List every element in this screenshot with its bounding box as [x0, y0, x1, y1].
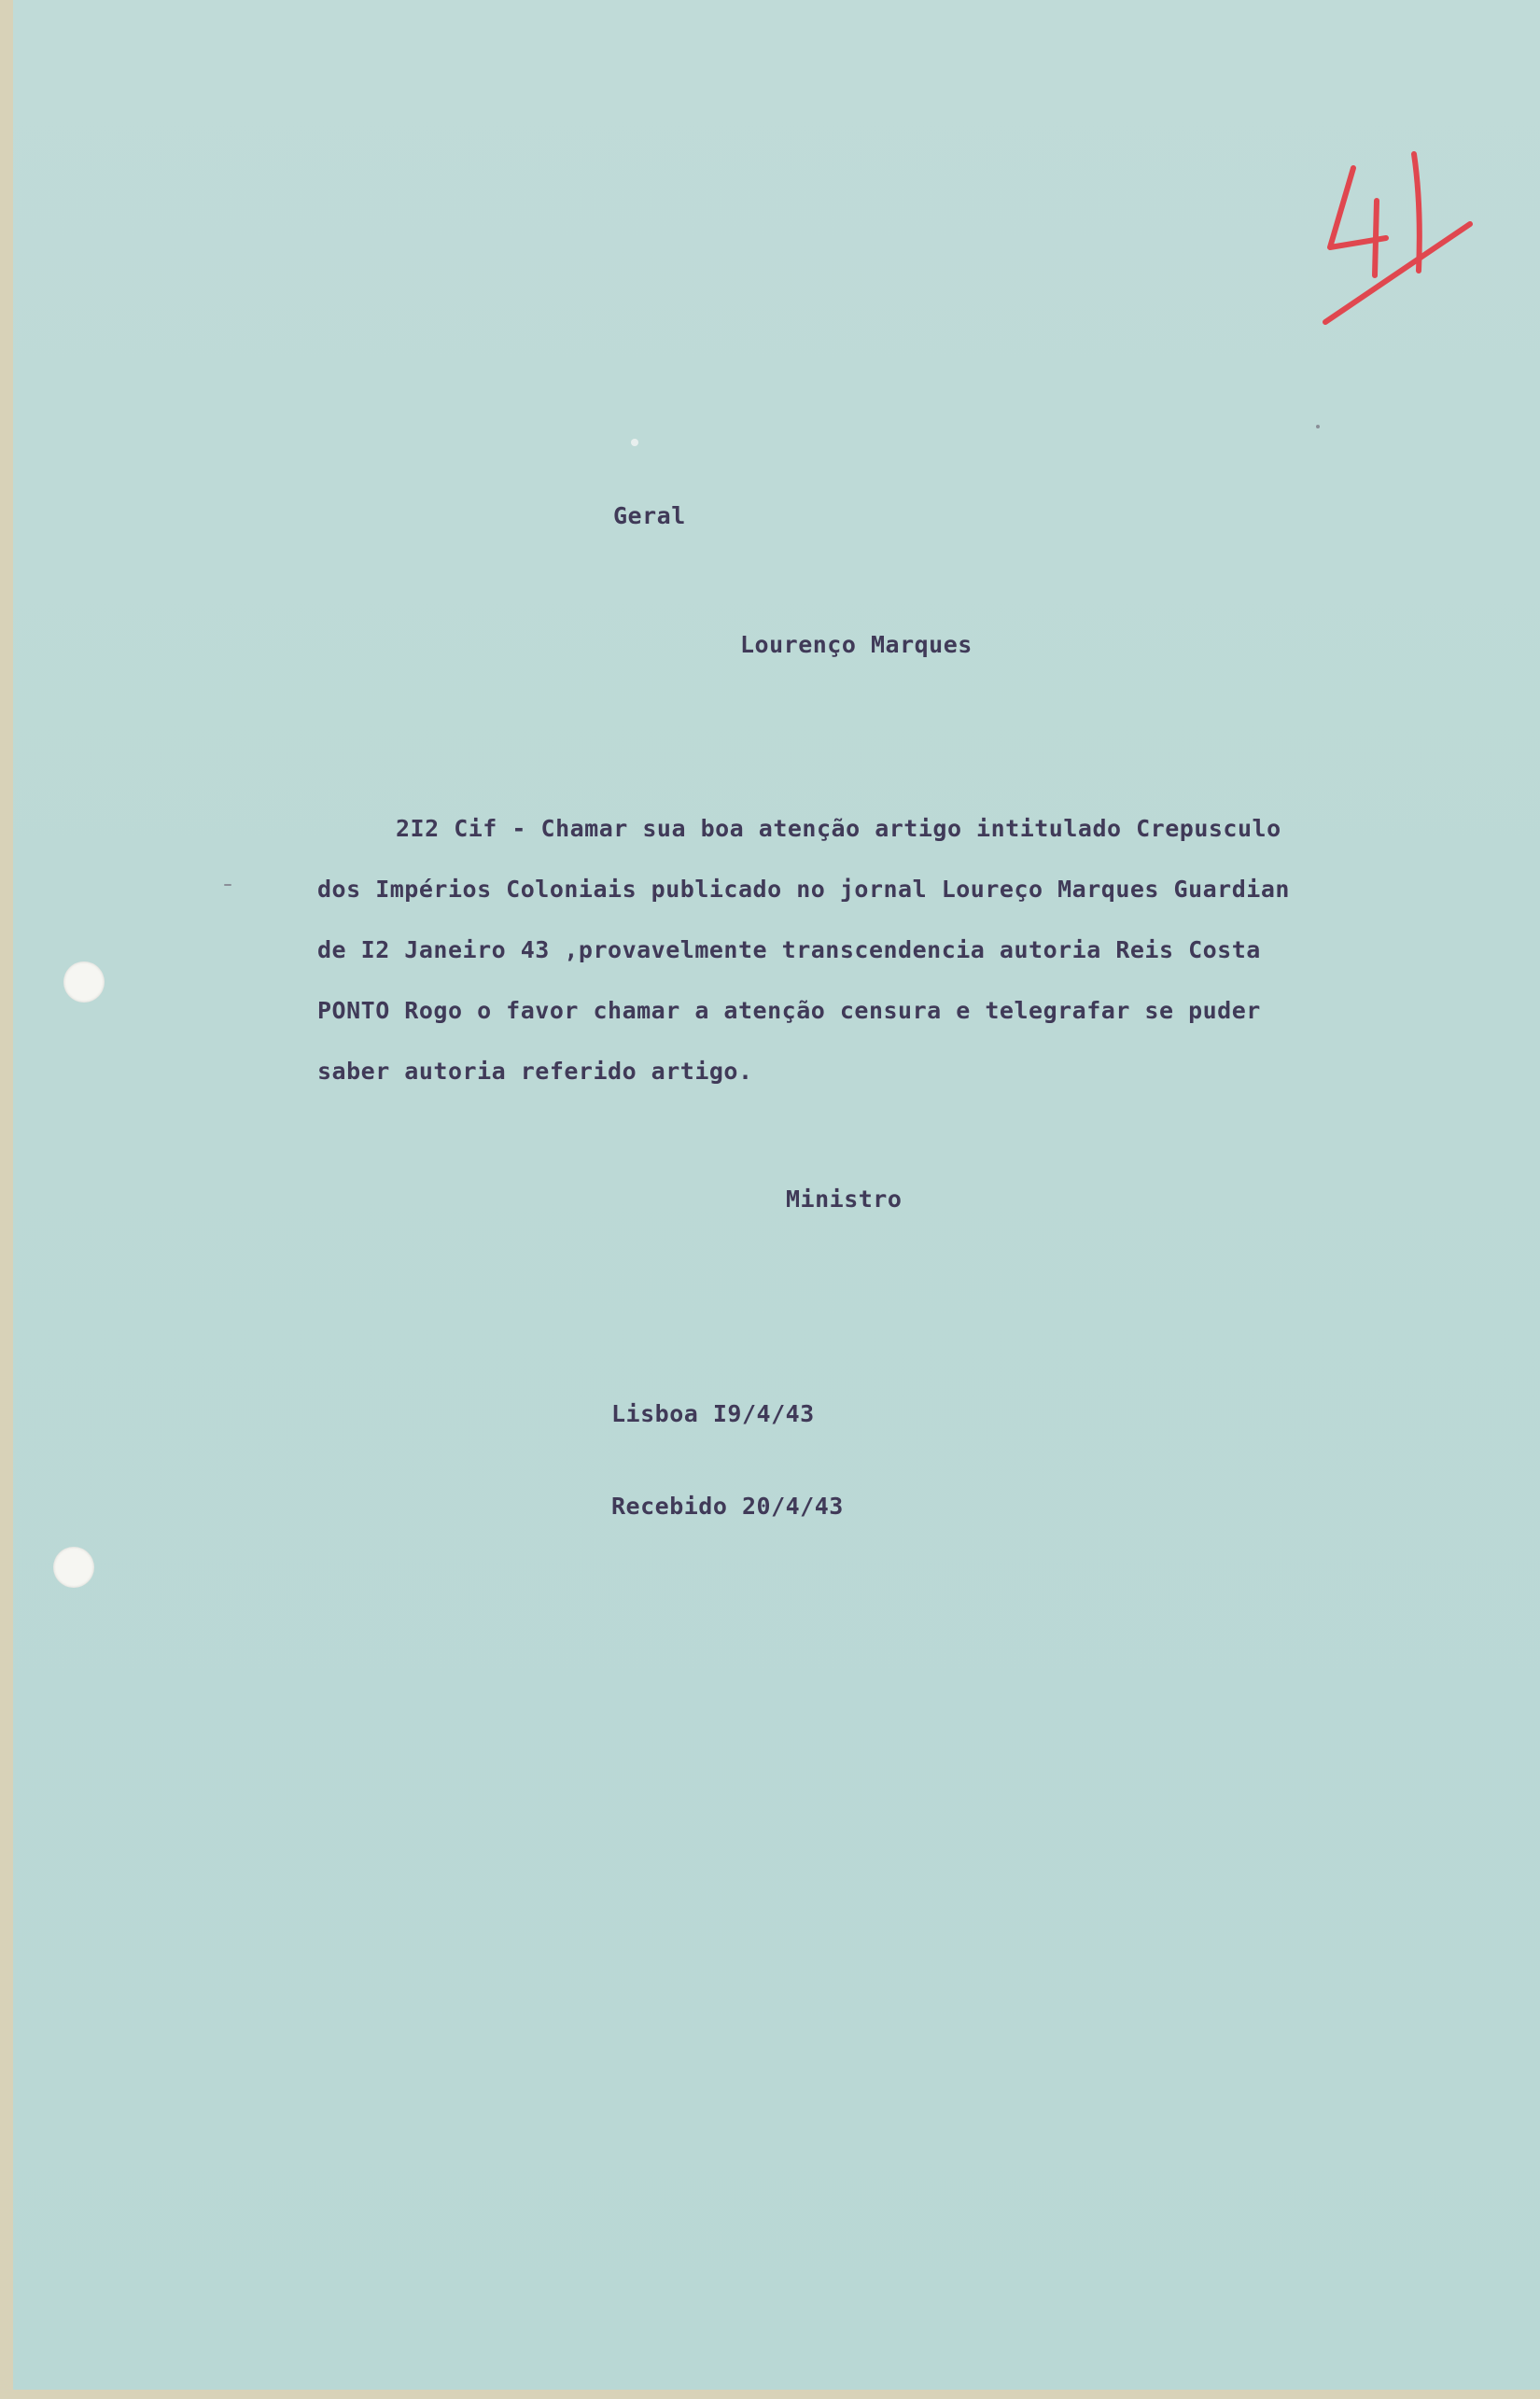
paper-speck: [1316, 425, 1320, 428]
body-line-2: dos Impérios Coloniais publicado no jornal Loureço Marques Guardian: [317, 876, 1290, 903]
handwritten-folio-number: [1311, 149, 1479, 336]
body-line-4: PONTO Rogo o favor chamar a atenção censura e telegrafar se puder: [317, 997, 1261, 1024]
signature-text: Ministro: [786, 1185, 903, 1213]
paper-speck: [224, 884, 231, 886]
paper-speck: [631, 439, 638, 446]
body-line-3: de I2 Janeiro 43 ,provavelmente transcendencia autoria Reis Costa: [317, 936, 1261, 963]
punch-hole-bottom: [53, 1547, 94, 1588]
body-line-1: 2I2 Cif - Chamar sua boa atenção artigo intitulado Crepusculo: [396, 815, 1281, 842]
paper-edge-left: [0, 0, 13, 2399]
heading-text: Geral: [613, 502, 686, 529]
punch-hole-top: [63, 961, 105, 1003]
paper-edge-bottom: [0, 2390, 1540, 2399]
destination-text: Lourenço Marques: [740, 631, 973, 658]
received-date-text: Recebido 20/4/43: [611, 1493, 844, 1520]
sent-date-text: Lisboa I9/4/43: [611, 1400, 815, 1427]
body-line-5: saber autoria referido artigo.: [317, 1058, 753, 1085]
